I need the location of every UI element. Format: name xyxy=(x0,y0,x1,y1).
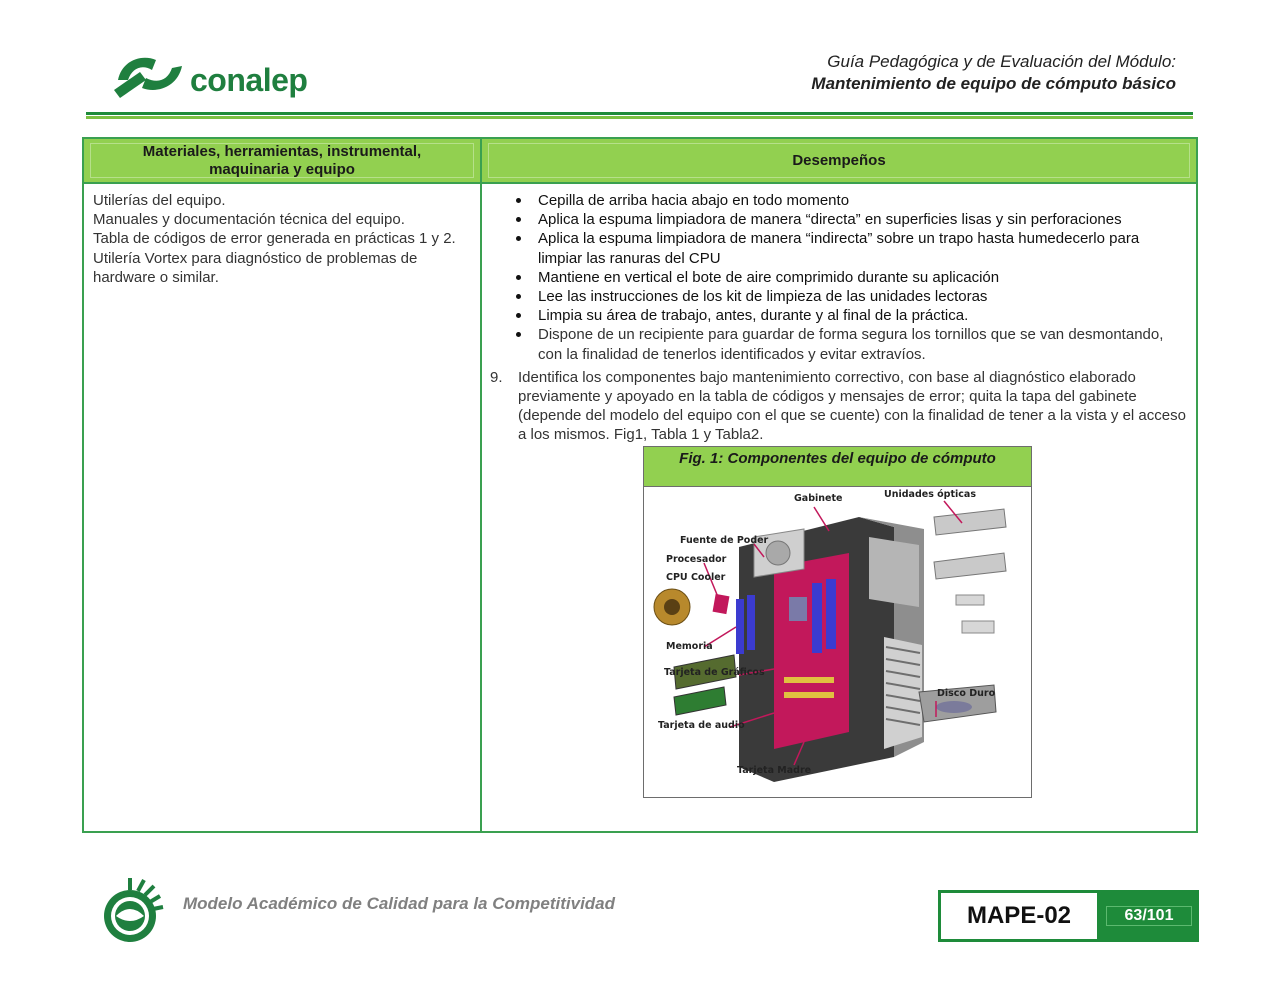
figure-illustration xyxy=(644,487,1031,797)
header-title-line1: Guía Pedagógica y de Evaluación del Módulo: xyxy=(827,52,1176,71)
header-title-line2: Mantenimiento de equipo de cómputo básico xyxy=(811,74,1176,93)
performance-bullets xyxy=(490,191,1186,364)
page-number-label: 63/101 xyxy=(1124,907,1174,924)
conalep-logo-icon xyxy=(112,50,188,100)
step-number: 9. xyxy=(490,368,503,386)
label-cpu-cooler: CPU Cooler xyxy=(666,572,726,583)
figure-computer-components xyxy=(643,446,1032,798)
conalep-logo xyxy=(112,50,312,106)
materials-item: Tabla de códigos de error generada en prácticas 1 y 2. xyxy=(93,230,456,248)
label-unidades-opticas: Unidades ópticas xyxy=(884,489,976,500)
performance-header xyxy=(482,139,1196,184)
materials-list xyxy=(93,191,472,287)
label-tarjeta-audio: Tarjeta de audio xyxy=(658,720,745,731)
footer-tagline: Modelo Académico de Calidad para la Competitividad xyxy=(183,894,616,913)
header-rule-light xyxy=(86,116,1193,119)
materials-header xyxy=(84,139,480,184)
performance-header-label: Desempeños xyxy=(792,151,886,169)
list-item: Cepilla de arriba hacia abajo en todo momento xyxy=(490,191,1186,210)
list-item: Limpia su área de trabajo, antes, durante y al final de la práctica. xyxy=(490,306,1186,325)
logo-text: conalep xyxy=(190,62,308,98)
document-header xyxy=(811,52,1176,94)
list-item: Aplica la espuma limpiadora de manera “directa” en superficies lisas y sin perforaciones xyxy=(490,210,1186,229)
document-code: MAPE-02 xyxy=(938,890,1100,942)
materials-item: Utilería Vortex para diagnóstico de problemas de hardware o similar. xyxy=(93,249,418,286)
modelo-academico-logo-icon xyxy=(96,876,164,944)
list-item: Dispone de un recipiente para guardar de forma segura los tornillos que se van desmontando, con la finalidad de tenerlos identificados y evitar extravíos. xyxy=(490,325,1186,363)
page-number xyxy=(1099,890,1199,942)
performance-body xyxy=(490,191,1186,445)
label-disco-duro: Disco Duro xyxy=(937,688,996,699)
step-9 xyxy=(490,368,1186,445)
materials-header-label: Materiales, herramientas, instrumental, maquinaria y equipo xyxy=(142,142,422,178)
figure-title: Fig. 1: Componentes del equipo de cómputo xyxy=(644,447,1031,487)
header-rule-dark xyxy=(86,112,1193,115)
materials-column xyxy=(84,139,482,831)
label-tarjeta-madre: Tarjeta Madre xyxy=(737,765,812,776)
materials-item: Utilerías del equipo. xyxy=(93,192,226,209)
modelo-academico-logo xyxy=(96,876,164,944)
label-fuente-de-poder: Fuente de Poder xyxy=(680,535,769,546)
materials-item: Manuales y documentación técnica del equipo. xyxy=(93,211,405,229)
label-gabinete: Gabinete xyxy=(794,493,843,504)
step-text: Identifica los componentes bajo mantenimiento correctivo, con base al diagnóstico elaborado previamente y apoyado en la tabla de códigos y mensajes de error; quita la tapa del gabinete (depende del modelo del equipo con el que se cuente) con la finalidad de tener a la vista y el acceso a los mismos. Fig1, Tabla 1 y Tabla2. xyxy=(518,368,1186,444)
label-procesador: Procesador xyxy=(666,554,727,565)
label-memoria: Memoria xyxy=(666,641,713,652)
list-item: Aplica la espuma limpiadora de manera “indirecta” sobre un trapo hasta humedecerlo para limpiar las ranuras del CPU xyxy=(490,229,1186,267)
list-item: Mantiene en vertical el bote de aire comprimido durante su aplicación xyxy=(490,268,1186,287)
list-item: Lee las instrucciones de los kit de limpieza de las unidades lectoras xyxy=(490,287,1186,306)
label-tarjeta-graficos: Tarjeta de Gráficos xyxy=(664,667,765,678)
